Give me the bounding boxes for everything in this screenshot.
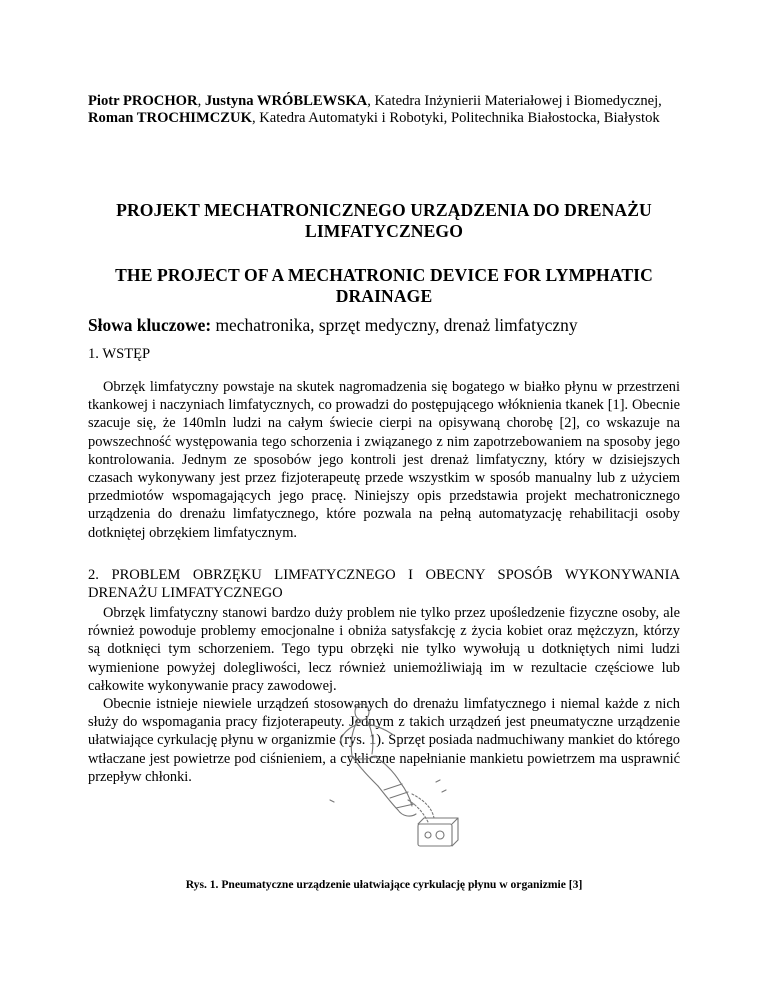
authors-block xyxy=(88,93,688,127)
section-heading-line: 2. PROBLEM OBRZĘKU LIMFATYCZNEGO I OBECNY SPOSÓB WYKONYWANIA xyxy=(88,567,680,583)
keywords-label: Słowa kluczowe: xyxy=(88,315,212,335)
author-name: Piotr PROCHOR xyxy=(88,93,198,109)
paragraph: Obrzęk limfatyczny powstaje na skutek nagromadzenia się bogatego w białko płynu w przestrzeni tkankowej i naczyniach limfatycznych, co prowadzi do postępującego włóknienia tkanek [1]. Obecnie szacuje się, że 140mln ludzi na całym świecie cierpi na opisywaną chorobę [2], co wskazuje na powszechność występowania tego schorzenia i związanego z nim zapotrzebowaniem na sposoby jego kontrolowania. Jednym ze sposobów jego kontroli jest drenaż limfatyczny, który w dzisiejszych czasach wykonywany jest przez fizjoterapeutę przede wszystkim w sposób manualny lub z użyciem przedmiotów wspomagających jego pracę. Niniejszy opis przedstawia projekt mechatronicznego urządzenia do drenażu limfatycznego, które pozwala na pełną automatyzację rehabilitacji osoby dotkniętej obrzękiem limfatycznym. xyxy=(88,379,680,541)
paragraph: Obecnie istnieje niewiele urządzeń stosowanych do drenażu limfatycznego i niemal każde z nich służy do wspomagania pracy fizjoterapeuty. Jednym z takich urządzeń jest pneumatyczne urządzenie ułatwiające cyrkulację płynu w organizmie (rys. 1). Sprzęt posiada nadmuchiwany mankiet do którego wtłaczane jest powietrze pod ciśnieniem, a cykliczne napełnianie mankietu powietrzem ma usprawnić przepływ chłonki. xyxy=(88,696,680,785)
keywords-text: mechatronika, sprzęt medyczny, drenaż limfatyczny xyxy=(211,315,578,335)
affiliation: , Katedra Automatyki i Robotyki, Politechnika Białostocka, Białystok xyxy=(251,110,660,126)
author-name: Roman TROCHIMCZUK xyxy=(88,110,252,126)
paragraph: Obrzęk limfatyczny stanowi bardzo duży problem nie tylko przez upośledzenie fizyczne osoby, ale również powoduje problemy emocjonalne i obniża satysfakcję z życia kobiet oraz mężczyzn, którzy są dotknięci tym schorzeniem. Tego typu obrzęki nie tylko wywołują u dotkniętych nimi ludzi wymienione powyżej dolegliwości, lecz również uniemożliwiają im w rezultacie częściowe lub całkowite wykonywanie pracy zawodowej. xyxy=(88,605,680,694)
section-heading xyxy=(88,566,680,602)
keywords xyxy=(88,314,688,336)
affiliation: , Katedra Inżynierii Materiałowej i Biomedycznej, xyxy=(367,93,662,109)
section-heading: 1. WSTĘP xyxy=(88,346,151,362)
figure-caption: Rys. 1. Pneumatyczne urządzenie ułatwiające cyrkulację płynu w organizmie [3] xyxy=(185,878,583,891)
figure-pneumatic-device xyxy=(300,690,470,860)
title-english: THE PROJECT OF A MECHATRONIC DEVICE FOR LYMPHATIC DRAINAGE xyxy=(115,265,653,306)
section-heading-line: DRENAŻU LIMFATYCZNEGO xyxy=(88,585,283,601)
pneumatic-device-illustration xyxy=(300,690,470,860)
section-body xyxy=(88,378,680,542)
author-separator: , xyxy=(197,93,205,109)
author-name: Justyna WRÓBLEWSKA xyxy=(204,93,368,109)
title-polish: PROJEKT MECHATRONICZNEGO URZĄDZENIA DO DRENAŻU LIMFATYCZNEGO xyxy=(116,200,652,241)
